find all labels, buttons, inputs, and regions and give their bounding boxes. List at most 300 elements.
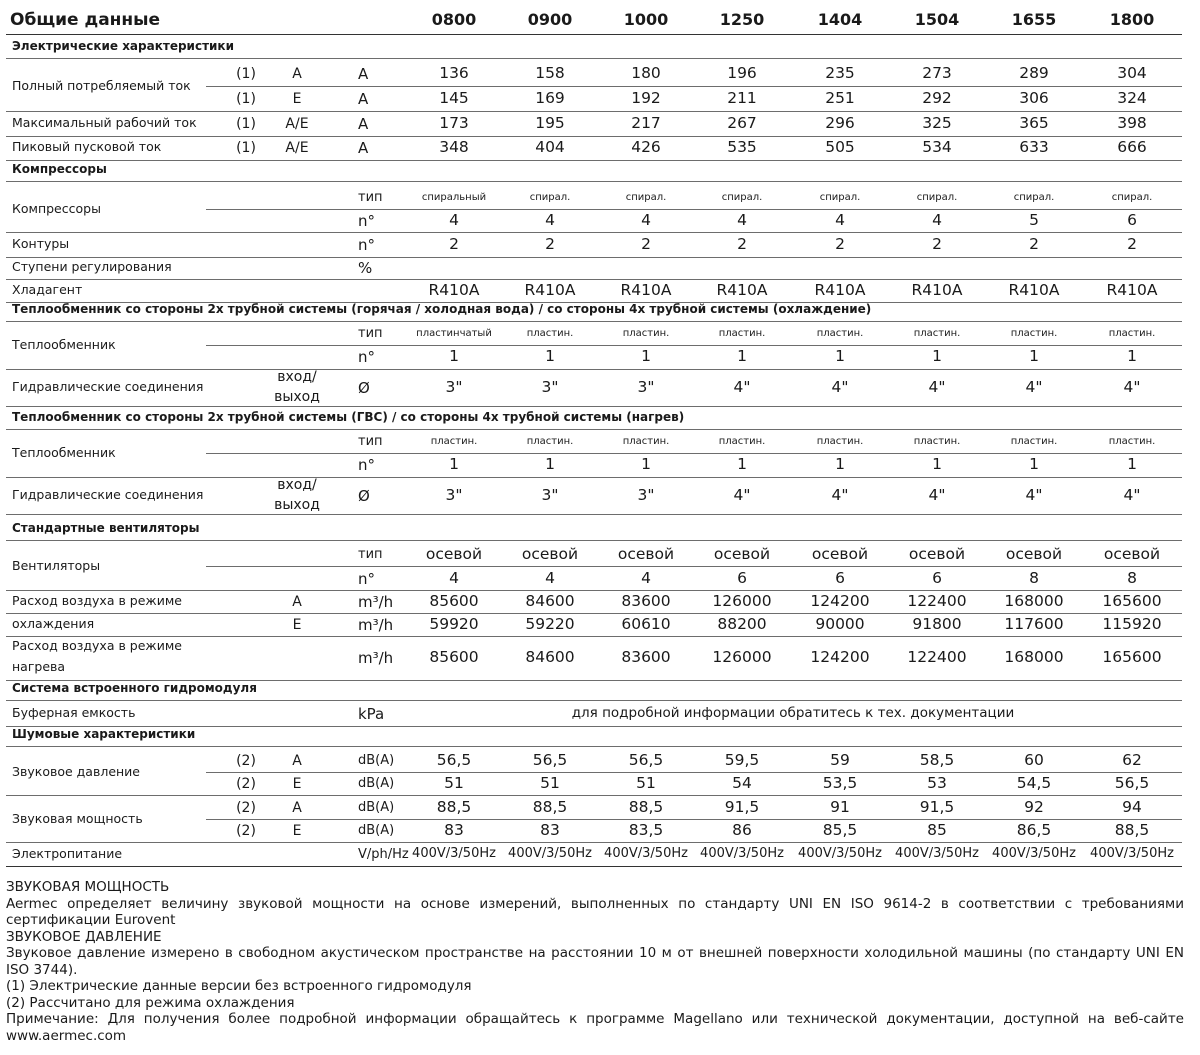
value-cell: 60610 <box>621 615 671 633</box>
value-cell: 94 <box>1122 798 1142 816</box>
version-code: E <box>292 776 302 792</box>
value-cell: 136 <box>439 64 469 82</box>
row-label: Компрессоры <box>12 201 101 216</box>
value-cell: 400V/3/50Hz <box>604 846 688 861</box>
value-cell: 83 <box>540 821 560 839</box>
value-cell: спирал. <box>819 192 861 203</box>
value-cell: 88,5 <box>436 798 472 816</box>
connection-label: вход/ <box>277 369 317 385</box>
row-label: Теплообменник <box>12 445 116 460</box>
row-label: Пиковый пусковой ток <box>12 139 162 154</box>
value-cell: пластин. <box>913 328 961 339</box>
value-cell: 84600 <box>525 592 575 610</box>
value-cell: 1 <box>449 347 459 365</box>
value-cell: 84600 <box>525 648 575 666</box>
row-label: Вентиляторы <box>12 558 101 573</box>
value-cell: спирал. <box>916 192 958 203</box>
value-cell: 168000 <box>1004 592 1064 610</box>
unit-label: тип <box>358 326 383 341</box>
value-cell: 122400 <box>907 592 967 610</box>
footnote-ref: (1) <box>236 91 256 107</box>
value-cell: пластин. <box>430 436 478 447</box>
value-cell: 6 <box>1127 211 1137 229</box>
value-cell: осевой <box>521 545 579 563</box>
model-header: 0800 <box>431 10 477 29</box>
value-cell: 51 <box>444 774 464 792</box>
value-cell: 267 <box>727 114 757 132</box>
value-cell: 3" <box>637 378 655 396</box>
value-cell: 398 <box>1117 114 1147 132</box>
value-cell: пластин. <box>526 436 574 447</box>
row-label: Звуковое давление <box>12 764 140 779</box>
value-cell: 3" <box>541 378 559 396</box>
value-cell: 91,5 <box>919 798 955 816</box>
row-label: Гидравлические соединения <box>12 487 204 502</box>
section-divider <box>6 540 1182 541</box>
value-cell: 91 <box>830 798 850 816</box>
value-cell: 4" <box>831 378 849 396</box>
footnote-ref: (1) <box>236 140 256 156</box>
unit-label: dB(A) <box>358 800 395 815</box>
value-cell: 400V/3/50Hz <box>700 846 784 861</box>
value-cell: пластин. <box>622 436 670 447</box>
unit-label: n° <box>358 212 376 230</box>
value-cell: 54,5 <box>1016 774 1052 792</box>
row-divider <box>206 819 1182 820</box>
model-header: 1250 <box>719 10 765 29</box>
value-cell: 53,5 <box>822 774 858 792</box>
value-cell: 289 <box>1019 64 1049 82</box>
value-cell: R410A <box>620 281 672 299</box>
unit-label: kPa <box>358 705 385 723</box>
footnote-ref: (2) <box>236 800 256 816</box>
unit-label: dB(A) <box>358 823 395 838</box>
value-cell: 4 <box>449 569 459 587</box>
row-divider <box>6 613 1182 614</box>
value-cell: 158 <box>535 64 565 82</box>
value-cell: осевой <box>1103 545 1161 563</box>
value-cell: 4" <box>1025 378 1043 396</box>
value-cell: 169 <box>535 89 565 107</box>
value-cell: 534 <box>922 138 952 156</box>
value-cell: 91,5 <box>724 798 760 816</box>
row-divider <box>6 279 1182 280</box>
row-divider <box>6 477 1182 478</box>
row-label: Буферная емкость <box>12 705 136 720</box>
value-cell: 4" <box>733 378 751 396</box>
value-cell: пластин. <box>816 328 864 339</box>
value-cell: 124200 <box>810 592 870 610</box>
row-label: Электропитание <box>12 846 123 861</box>
value-cell: 6 <box>835 569 845 587</box>
footnotes <box>6 879 1184 1044</box>
value-cell: 3" <box>637 486 655 504</box>
row-label: Звуковая мощность <box>12 811 143 826</box>
row-divider <box>6 590 1182 591</box>
unit-label: A <box>358 65 369 83</box>
value-cell: 83600 <box>621 648 671 666</box>
value-cell: 62 <box>1122 751 1142 769</box>
row-divider <box>6 232 1182 233</box>
value-cell: 53 <box>927 774 947 792</box>
version-code: A <box>292 800 302 816</box>
value-cell: 145 <box>439 89 469 107</box>
row-divider <box>206 345 1182 346</box>
value-cell: 126000 <box>712 648 772 666</box>
value-cell: 251 <box>825 89 855 107</box>
value-cell: 4 <box>737 211 747 229</box>
value-cell: 4 <box>641 569 651 587</box>
value-cell: 54 <box>732 774 752 792</box>
value-cell: 2 <box>641 235 651 253</box>
value-cell: 83,5 <box>628 821 664 839</box>
footnote-2: (2) Рассчитано для режима охлаждения <box>6 994 295 1011</box>
value-cell: 91800 <box>912 615 962 633</box>
value-cell: 1 <box>1127 347 1137 365</box>
table-bottom-line <box>6 866 1182 867</box>
value-cell: 88,5 <box>532 798 568 816</box>
version-code: A <box>292 594 302 610</box>
row-label: нагрева <box>12 659 66 674</box>
value-cell: 4" <box>1123 378 1141 396</box>
model-header: 1800 <box>1109 10 1155 29</box>
value-cell: R410A <box>716 281 768 299</box>
value-cell: R410A <box>814 281 866 299</box>
value-cell: 168000 <box>1004 648 1064 666</box>
value-cell: 2 <box>1127 235 1137 253</box>
value-cell: 88200 <box>717 615 767 633</box>
section-title: Теплообменник со стороны 2х трубной системы (ГВС) / со стороны 4х трубной системы (нагрев) <box>12 410 685 424</box>
value-cell: 85,5 <box>822 821 858 839</box>
value-cell: пластин. <box>622 328 670 339</box>
section-divider <box>6 746 1182 747</box>
value-cell: 4 <box>545 569 555 587</box>
footnote-1: (1) Электрические данные версии без встроенного гидромодуля <box>6 978 472 994</box>
value-cell: 292 <box>922 89 952 107</box>
connection-label: выход <box>274 389 320 405</box>
value-cell: 1 <box>641 347 651 365</box>
sound-pressure-title: ЗВУКОВОЕ ДАВЛЕНИЕ <box>6 928 162 945</box>
row-label: Расход воздуха в режиме <box>12 638 182 653</box>
row-divider <box>6 514 1182 515</box>
version-code: A <box>292 66 302 82</box>
value-cell: 122400 <box>907 648 967 666</box>
row-divider <box>6 160 1182 161</box>
unit-label: dB(A) <box>358 776 395 791</box>
model-header: 1404 <box>817 10 863 29</box>
row-divider <box>6 136 1182 137</box>
value-cell: 4 <box>835 211 845 229</box>
connection-label: выход <box>274 497 320 513</box>
value-cell: 88,5 <box>1114 821 1150 839</box>
footnote-ref: (1) <box>236 66 256 82</box>
value-cell: 273 <box>922 64 952 82</box>
value-cell: 92 <box>1024 798 1044 816</box>
unit-label: Ø <box>358 487 370 505</box>
row-label: Теплообменник <box>12 337 116 352</box>
value-cell: 83600 <box>621 592 671 610</box>
row-divider <box>206 566 1182 567</box>
value-cell: 4" <box>928 486 946 504</box>
value-cell: пластин. <box>526 328 574 339</box>
row-label: Контуры <box>12 236 70 251</box>
section-divider <box>6 181 1182 182</box>
value-cell: 348 <box>439 138 469 156</box>
value-cell: 124200 <box>810 648 870 666</box>
row-divider <box>6 257 1182 258</box>
value-cell: 535 <box>727 138 757 156</box>
value-cell: 2 <box>449 235 459 253</box>
value-cell: 180 <box>631 64 661 82</box>
row-divider <box>6 636 1182 637</box>
value-cell: 51 <box>636 774 656 792</box>
value-cell: 59 <box>830 751 850 769</box>
value-cell: пластин. <box>718 436 766 447</box>
unit-label: n° <box>358 570 376 588</box>
unit-label: A <box>358 139 369 157</box>
section-title: Шумовые характеристики <box>12 727 196 741</box>
value-cell: 88,5 <box>628 798 664 816</box>
value-cell: 60 <box>1024 751 1044 769</box>
value-cell: осевой <box>713 545 771 563</box>
unit-label: тип <box>358 434 383 449</box>
value-cell: 400V/3/50Hz <box>508 846 592 861</box>
unit-label: m³/h <box>358 593 394 611</box>
value-cell: 633 <box>1019 138 1049 156</box>
value-cell: 58,5 <box>919 751 955 769</box>
row-divider <box>6 842 1182 843</box>
value-cell: осевой <box>617 545 675 563</box>
value-cell: спирал. <box>1111 192 1153 203</box>
section-divider <box>6 321 1182 322</box>
value-cell: 1 <box>932 347 942 365</box>
value-cell: 306 <box>1019 89 1049 107</box>
value-cell: 115920 <box>1102 615 1162 633</box>
value-cell: осевой <box>425 545 483 563</box>
row-divider <box>206 453 1182 454</box>
row-label: Расход воздуха в режиме <box>12 593 182 608</box>
value-cell: пластин. <box>1010 328 1058 339</box>
value-cell: пластин. <box>718 328 766 339</box>
unit-label: Ø <box>358 379 370 397</box>
value-cell: 4 <box>545 211 555 229</box>
value-cell: 56,5 <box>532 751 568 769</box>
value-cell: 2 <box>1029 235 1039 253</box>
row-label: охлаждения <box>12 616 95 631</box>
value-cell: 6 <box>932 569 942 587</box>
value-cell: 400V/3/50Hz <box>798 846 882 861</box>
footnote-ref: (1) <box>236 116 256 132</box>
section-title: Электрические характеристики <box>12 39 234 53</box>
version-code: A/E <box>285 116 309 132</box>
value-cell: 83 <box>444 821 464 839</box>
value-cell: 1 <box>835 455 845 473</box>
value-cell: 2 <box>932 235 942 253</box>
row-divider <box>6 369 1182 370</box>
value-cell: 400V/3/50Hz <box>1090 846 1174 861</box>
value-cell: 59,5 <box>724 751 760 769</box>
row-divider <box>206 772 1182 773</box>
value-cell: 3" <box>445 486 463 504</box>
value-cell: R410A <box>1106 281 1158 299</box>
value-cell: 2 <box>545 235 555 253</box>
value-cell: осевой <box>908 545 966 563</box>
value-cell: 86 <box>732 821 752 839</box>
value-cell: 4 <box>449 211 459 229</box>
unit-label: V/ph/Hz <box>358 847 409 862</box>
value-cell: 56,5 <box>628 751 664 769</box>
footnote-ref: (2) <box>236 823 256 839</box>
value-cell: 1 <box>1127 455 1137 473</box>
value-cell: 1 <box>835 347 845 365</box>
section-title: Система встроенного гидромодуля <box>12 681 257 695</box>
value-cell: спирал. <box>625 192 667 203</box>
value-cell: 90000 <box>815 615 865 633</box>
value-cell: 4" <box>831 486 849 504</box>
value-cell: 404 <box>535 138 565 156</box>
model-header: 1504 <box>914 10 960 29</box>
row-label: Ступени регулирования <box>12 259 172 274</box>
section-title: Теплообменник со стороны 2х трубной системы (горячая / холодная вода) / со стороны 4х трубной системы (охлаждение) <box>12 302 872 316</box>
value-cell: 6 <box>737 569 747 587</box>
section-divider <box>6 700 1182 701</box>
row-divider <box>206 86 1182 87</box>
unit-label: m³/h <box>358 616 394 634</box>
value-cell: 666 <box>1117 138 1147 156</box>
value-cell: пластин. <box>1108 328 1156 339</box>
version-code: A <box>292 753 302 769</box>
value-cell: 324 <box>1117 89 1147 107</box>
version-code: E <box>292 823 302 839</box>
value-cell: 4 <box>641 211 651 229</box>
value-cell: 8 <box>1127 569 1137 587</box>
sound-pressure-text: Звуковое давление измерено в свободном акустическом пространстве на расстоянии 10 м от внешней поверхности холодильной машины (по стандарту UNI EN ISO 3744). <box>6 945 1184 978</box>
value-cell: 2 <box>737 235 747 253</box>
unit-label: m³/h <box>358 649 394 667</box>
value-cell: осевой <box>811 545 869 563</box>
row-divider <box>206 209 1182 210</box>
value-cell: 59220 <box>525 615 575 633</box>
value-cell: 325 <box>922 114 952 132</box>
value-cell: 1 <box>545 347 555 365</box>
value-cell: спирал. <box>1013 192 1055 203</box>
value-cell: 1 <box>1029 455 1039 473</box>
value-cell: 505 <box>825 138 855 156</box>
value-cell: 400V/3/50Hz <box>412 846 496 861</box>
value-cell: 4 <box>932 211 942 229</box>
value-cell: 304 <box>1117 64 1147 82</box>
model-header: 0900 <box>527 10 573 29</box>
value-cell: спирал. <box>721 192 763 203</box>
value-cell: 117600 <box>1004 615 1064 633</box>
unit-label: dB(A) <box>358 753 395 768</box>
value-cell: 3" <box>541 486 559 504</box>
model-header: 1655 <box>1011 10 1057 29</box>
value-cell: 211 <box>727 89 757 107</box>
value-cell: 4" <box>1123 486 1141 504</box>
value-cell: 126000 <box>712 592 772 610</box>
value-cell: 85 <box>927 821 947 839</box>
version-code: E <box>292 617 302 633</box>
value-cell: 86,5 <box>1016 821 1052 839</box>
value-cell: 59920 <box>429 615 479 633</box>
unit-label: n° <box>358 456 376 474</box>
table-title: Общие данные <box>10 10 161 30</box>
value-cell: 195 <box>535 114 565 132</box>
section-title: Стандартные вентиляторы <box>12 521 200 535</box>
footnote-ref: (2) <box>236 753 256 769</box>
row-label: Хладагент <box>12 282 83 297</box>
value-cell: пластин. <box>913 436 961 447</box>
value-cell: 2 <box>835 235 845 253</box>
row-label: Гидравлические соединения <box>12 379 204 394</box>
section-divider <box>6 58 1182 59</box>
value-cell: 173 <box>439 114 469 132</box>
value-cell: 192 <box>631 89 661 107</box>
value-cell: пластинчатый <box>416 328 492 339</box>
value-cell: пластин. <box>1010 436 1058 447</box>
value-cell: пластин. <box>1108 436 1156 447</box>
header-divider <box>6 34 1182 35</box>
value-cell: 85600 <box>429 648 479 666</box>
unit-label: A <box>358 115 369 133</box>
value-cell: 1 <box>1029 347 1039 365</box>
value-cell: 1 <box>545 455 555 473</box>
footnote-ref: (2) <box>236 776 256 792</box>
section-divider <box>6 429 1182 430</box>
value-cell: 56,5 <box>1114 774 1150 792</box>
value-cell: 8 <box>1029 569 1039 587</box>
value-cell: 365 <box>1019 114 1049 132</box>
sound-power-text: Aermec определяет величину звуковой мощности на основе измерений, выполненных по стандарту UNI EN ISO 9614-2 в соответствии с требованиями сертификации Eurovent <box>6 895 1184 928</box>
value-cell: 400V/3/50Hz <box>992 846 1076 861</box>
unit-label: тип <box>358 190 383 205</box>
section-title: Компрессоры <box>12 162 107 176</box>
value-cell: 1 <box>737 347 747 365</box>
value-cell: 235 <box>825 64 855 82</box>
value-cell: 85600 <box>429 592 479 610</box>
value-cell: 296 <box>825 114 855 132</box>
value-cell: 4" <box>1025 486 1043 504</box>
value-cell: 1 <box>737 455 747 473</box>
row-label: Максимальный рабочий ток <box>12 115 197 130</box>
value-cell: 165600 <box>1102 592 1162 610</box>
value-cell: осевой <box>1005 545 1063 563</box>
version-code: E <box>292 91 302 107</box>
unit-label: n° <box>358 236 376 254</box>
sound-power-title: ЗВУКОВАЯ МОЩНОСТЬ <box>6 879 170 895</box>
unit-label: тип <box>358 547 383 562</box>
value-cell: 400V/3/50Hz <box>895 846 979 861</box>
merged-value-cell: для подробной информации обратитесь к тех. документации <box>571 705 1015 721</box>
model-header: 1000 <box>623 10 669 29</box>
value-cell: 4" <box>928 378 946 396</box>
value-cell: 4" <box>733 486 751 504</box>
value-cell: 196 <box>727 64 757 82</box>
value-cell: 217 <box>631 114 661 132</box>
value-cell: 56,5 <box>436 751 472 769</box>
unit-label: A <box>358 90 369 108</box>
row-label: Полный потребляемый ток <box>12 78 191 93</box>
value-cell: R410A <box>911 281 963 299</box>
connection-label: вход/ <box>277 477 317 493</box>
value-cell: R410A <box>428 281 480 299</box>
row-divider <box>6 795 1182 796</box>
unit-label: % <box>358 259 373 277</box>
row-divider <box>6 406 1182 407</box>
general-note: Примечание: Для получения более подробной информации обращайтесь к программе Magellano или технической документации, доступной на веб-сайте www.aermec.com <box>6 1011 1184 1044</box>
value-cell: 3" <box>445 378 463 396</box>
